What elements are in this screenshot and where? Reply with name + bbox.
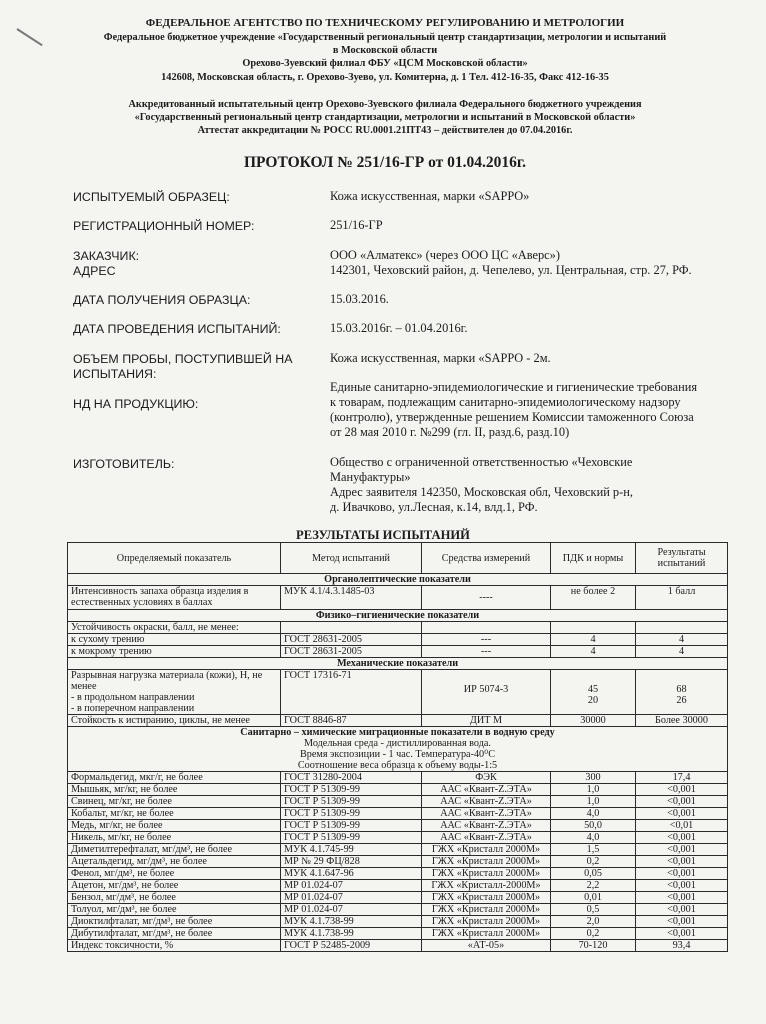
cell-result: <0,001	[636, 832, 728, 844]
branch-name: Орехово-Зуевский филиал ФБУ «ЦСМ Московской области»	[242, 58, 528, 69]
cell-result: 93,4	[636, 940, 728, 952]
cell-instrument: ААС «Квант-Z.ЭТА»	[422, 796, 551, 808]
cell-indicator: к сухому трению	[68, 634, 281, 646]
cell-indicator: Толуол, мг/дм³, не более	[68, 904, 281, 916]
header-method: Метод испытаний	[281, 543, 422, 574]
header-instruments: Средства измерений	[422, 543, 551, 574]
break-load-longitudinal: - в продольном направлении	[71, 692, 195, 703]
cell-method: МР 01.024-07	[281, 892, 422, 904]
cell-instrument: ГЖХ «Кристалл 2000М»	[422, 928, 551, 940]
institution-line-1: Федеральное бюджетное учреждение «Государственный региональный центр стандартизации, метрологии и испытаний	[103, 32, 667, 43]
cell-indicator: Ацетон, мг/дм³, не более	[68, 880, 281, 892]
cell-instrument: ААС «Квант-Z.ЭТА»	[422, 784, 551, 796]
cell-indicator	[68, 670, 281, 715]
cell-norm: 0,01	[551, 892, 636, 904]
cell-result	[636, 670, 728, 715]
cell-norm: 0,2	[551, 856, 636, 868]
table-row	[68, 832, 728, 844]
manufacturer-line-1: Общество с ограниченной ответственностью «Чеховские	[330, 455, 633, 469]
cell-norm: 4	[551, 634, 636, 646]
received-date-value: 15.03.2016.	[330, 292, 389, 306]
chem-rows	[68, 772, 728, 952]
cell-result: <0,001	[636, 796, 728, 808]
cell-indicator: Формальдегид, мкг/г, не более	[68, 772, 281, 784]
cell-instrument: ФЭК	[422, 772, 551, 784]
nd-value-line-2: к товарам, подлежащим санитарно-эпидемиологическому надзору	[330, 395, 681, 409]
table-row	[68, 940, 728, 952]
cell-result: 4	[636, 634, 728, 646]
cell-instrument: ---	[422, 634, 551, 646]
cell-norm	[551, 670, 636, 715]
table-row	[68, 856, 728, 868]
chem-section-title: Санитарно – химические миграционные показатели в водную среду	[240, 727, 555, 738]
cell-instrument: ---	[422, 646, 551, 658]
cell-instrument: «АТ-05»	[422, 940, 551, 952]
table-row	[68, 916, 728, 928]
cell-indicator: Интенсивность запаха образца изделия в естественных условиях в баллах	[68, 586, 281, 610]
cell-instrument: ГЖХ «Кристалл 2000М»	[422, 844, 551, 856]
section-row-mechanical: Механические показатели	[68, 658, 728, 670]
cell-method: ГОСТ 31280-2004	[281, 772, 422, 784]
cell-indicator: Диметилтерефталат, мг/дм³, не более	[68, 844, 281, 856]
cell-norm: 300	[551, 772, 636, 784]
sample-value: Кожа искусственная, марки «SAPPO»	[330, 189, 530, 203]
cell-method: ГОСТ Р 51309-99	[281, 784, 422, 796]
test-date-value: 15.03.2016г. – 01.04.2016г.	[330, 321, 468, 335]
cell-instrument: ГЖХ «Кристалл 2000М»	[422, 868, 551, 880]
result-transverse: 26	[676, 695, 687, 706]
accreditation-line-1: Аккредитованный испытательный центр Орехово-Зуевского филиала Федерального бюджетного учреждения	[128, 99, 642, 110]
cell-result: <0,001	[636, 928, 728, 940]
cell-method: МР 01.024-07	[281, 880, 422, 892]
table-row	[68, 634, 728, 646]
nd-label: НД НА ПРОДУКЦИЮ:	[73, 397, 199, 411]
table-row	[68, 820, 728, 832]
cell-instrument: ГЖХ «Кристалл 2000М»	[422, 892, 551, 904]
cell-result: <0,001	[636, 868, 728, 880]
cell-norm: 0,2	[551, 928, 636, 940]
cell-method: ГОСТ Р 51309-99	[281, 808, 422, 820]
cell-instrument: ----	[422, 586, 551, 610]
cell-instrument: ААС «Квант-Z.ЭТА»	[422, 832, 551, 844]
cell-instrument: ГЖХ «Кристалл 2000М»	[422, 904, 551, 916]
address-value: 142301, Чеховский район, д. Чепелево, ул. Центральная, стр. 27, РФ.	[330, 263, 692, 277]
cell-result: <0,001	[636, 904, 728, 916]
accreditation-line-2: «Государственный региональный центр стандартизации, метрологии и испытаний в Московской области»	[134, 112, 636, 123]
cell-indicator: Диоктилфталат, мг/дм³, не более	[68, 916, 281, 928]
cell-method: ГОСТ Р 51309-99	[281, 820, 422, 832]
cell-instrument: ГЖХ «Кристалл 2000М»	[422, 856, 551, 868]
cell-method: ГОСТ 8846-87	[281, 715, 422, 727]
reg-number-label: РЕГИСТРАЦИОННЫЙ НОМЕР:	[73, 219, 255, 233]
accreditation-line-3: Аттестат аккредитации № РОСС RU.0001.21ПТ43 – действителен до 07.04.2016г.	[197, 125, 573, 136]
cell-method: МУК 4.1/4.3.1485-03	[281, 586, 422, 610]
table-row	[68, 586, 728, 610]
manufacturer-label: ИЗГОТОВИТЕЛЬ:	[73, 457, 175, 471]
manufacturer-line-3: Адрес заявителя 142350, Московская обл, Чеховский р-н,	[330, 485, 633, 499]
received-date-label: ДАТА ПОЛУЧЕНИЯ ОБРАЗЦА:	[73, 293, 251, 307]
cell-instrument: ИР 5074-3	[422, 670, 551, 715]
section-row-physhyg: Физико–гигиенические показатели	[68, 610, 728, 622]
cell-method: ГОСТ Р 51309-99	[281, 796, 422, 808]
chem-note-medium: Модельная среда - дистиллированная вода.	[304, 738, 491, 749]
cell-method: ГОСТ 28631-2005	[281, 646, 422, 658]
header-indicator: Определяемый показатель	[68, 543, 281, 574]
table-row	[68, 715, 728, 727]
cell-method: МУК 4.1.745-99	[281, 844, 422, 856]
cell-indicator: Стойкость к истиранию, циклы, не менее	[68, 715, 281, 727]
header-results: Результаты испытаний	[636, 543, 728, 574]
cell-norm: 4,0	[551, 808, 636, 820]
nd-value-line-4: от 28 мая 2010 г. №299 (гл. II, разд.6, разд.10)	[330, 425, 570, 439]
table-row	[68, 808, 728, 820]
cell-norm: 30000	[551, 715, 636, 727]
pen-mark	[16, 28, 42, 46]
cell-result: 4	[636, 646, 728, 658]
table-row	[68, 880, 728, 892]
cell-indicator: Ацетальдегид, мг/дм³, не более	[68, 856, 281, 868]
cell-result: <0,001	[636, 784, 728, 796]
cell-indicator: Бензол, мг/дм³, не более	[68, 892, 281, 904]
cell-method: ГОСТ Р 52485-2009	[281, 940, 422, 952]
table-row	[68, 622, 728, 634]
cell-indicator: Медь, мг/кг, не более	[68, 820, 281, 832]
cell-instrument: ГЖХ «Кристалл 2000М»	[422, 916, 551, 928]
norm-transverse: 20	[587, 695, 599, 706]
cell-method: МР № 29 ФЦ/828	[281, 856, 422, 868]
cell-result: <0,001	[636, 892, 728, 904]
table-row	[68, 904, 728, 916]
cell-norm: 1,0	[551, 796, 636, 808]
result-longitudinal: 68	[676, 684, 687, 695]
volume-value: Кожа искусственная, марки «SAPPO - 2м.	[330, 351, 551, 365]
cell-result: 17,4	[636, 772, 728, 784]
section-row-chemical	[68, 727, 728, 772]
cell-norm: 70-120	[551, 940, 636, 952]
cell-method: МР 01.024-07	[281, 904, 422, 916]
cell-norm: 50,0	[551, 820, 636, 832]
sample-label: ИСПЫТУЕМЫЙ ОБРАЗЕЦ:	[73, 190, 230, 204]
cell-result: <0,001	[636, 844, 728, 856]
volume-label-2: ИСПЫТАНИЯ:	[73, 367, 157, 381]
cell-indicator: Фенол, мг/дм³, не более	[68, 868, 281, 880]
cell-indicator: Кобальт, мг/кг, не более	[68, 808, 281, 820]
cell-instrument: ААС «Квант-Z.ЭТА»	[422, 820, 551, 832]
cell-norm: 0,05	[551, 868, 636, 880]
table-row	[68, 772, 728, 784]
table-row	[68, 670, 728, 715]
cell-result: <0,001	[636, 916, 728, 928]
cell-norm: 2,2	[551, 880, 636, 892]
cell-norm: 1,5	[551, 844, 636, 856]
break-load-title: Разрывная нагрузка материала (кожи), Н, не менее	[71, 670, 263, 692]
cell-norm: 4,0	[551, 832, 636, 844]
nd-value-line-1: Единые санитарно-эпидемиологические и гигиенические требования	[330, 380, 698, 394]
break-load-transverse: - в поперечном направлении	[71, 703, 195, 714]
cell-result: <0,001	[636, 880, 728, 892]
institution-line-2: в Московской области	[332, 45, 438, 56]
cell-indicator: Свинец, мг/кг, не более	[68, 796, 281, 808]
cell-indicator: Мышьяк, мг/кг, не более	[68, 784, 281, 796]
table-row	[68, 796, 728, 808]
cell-method: МУК 4.1.647-96	[281, 868, 422, 880]
cell-method: МУК 4.1.738-99	[281, 928, 422, 940]
cell-indicator: Индекс токсичности, %	[68, 940, 281, 952]
cell-norm: 0,5	[551, 904, 636, 916]
cell-indicator: Никель, мг/кг, не более	[68, 832, 281, 844]
cell-result: Более 30000	[636, 715, 728, 727]
table-row	[68, 928, 728, 940]
volume-label-1: ОБЪЕМ ПРОБЫ, ПОСТУПИВШЕЙ НА	[73, 352, 293, 366]
test-date-label: ДАТА ПРОВЕДЕНИЯ ИСПЫТАНИЙ:	[73, 322, 281, 336]
cell-method: ГОСТ 28631-2005	[281, 634, 422, 646]
results-title: РЕЗУЛЬТАТЫ ИСПЫТАНИЙ	[296, 528, 470, 542]
cell-method: ГОСТ Р 51309-99	[281, 832, 422, 844]
chem-note-exposure: Время экспозиции - 1 час. Температура-40⁰С	[299, 749, 496, 760]
cell-method: ГОСТ 17316-71	[281, 670, 422, 715]
cell-result: 1 балл	[636, 586, 728, 610]
protocol-title: ПРОТОКОЛ № 251/16-ГР от 01.04.2016г.	[243, 154, 527, 171]
address-label: АДРЕС	[73, 264, 116, 278]
customer-label: ЗАКАЗЧИК:	[73, 249, 140, 263]
cell-norm: 1,0	[551, 784, 636, 796]
cell-instrument: ААС «Квант-Z.ЭТА»	[422, 808, 551, 820]
cell-method: МУК 4.1.738-99	[281, 916, 422, 928]
norm-longitudinal: 45	[587, 684, 599, 695]
cell-result: <0,01	[636, 820, 728, 832]
cell-norm: 2,0	[551, 916, 636, 928]
cell-instrument: ДИТ М	[422, 715, 551, 727]
table-row	[68, 784, 728, 796]
table-row	[68, 844, 728, 856]
chem-note-ratio: Соотношение веса образца к объему воды-1:5	[297, 760, 498, 771]
table-row	[68, 868, 728, 880]
cell-result: <0,001	[636, 808, 728, 820]
cell-instrument: ГЖХ «Кристалл-2000М»	[422, 880, 551, 892]
table-row	[68, 646, 728, 658]
branch-address: 142608, Московская область, г. Орехово-Зуево, ул. Комитерна, д. 1 Тел. 412-16-35, Факс 412-16-35	[161, 72, 609, 83]
table-header-row	[68, 543, 728, 574]
cell-indicator: Дибутилфталат, мг/дм³, не более	[68, 928, 281, 940]
cell-norm: не более 2	[551, 586, 636, 610]
manufacturer-line-4: д. Ивачково, ул.Лесная, к.14, влд.1, РФ.	[330, 500, 538, 514]
manufacturer-line-2: Мануфактуры»	[330, 470, 411, 484]
nd-value-line-3: (контролю), утвержденные решением Комиссии таможенного Союза	[330, 410, 694, 424]
cell-indicator: к мокрому трению	[68, 646, 281, 658]
table-row	[68, 892, 728, 904]
customer-value: ООО «Алматекс» (через ООО ЦС «Аверс»)	[330, 248, 561, 262]
results-table	[67, 542, 728, 952]
cell-indicator: Устойчивость окраски, балл, не менее:	[68, 622, 281, 634]
reg-number-value: 251/16-ГР	[330, 218, 383, 232]
agency-name: ФЕДЕРАЛЬНОЕ АГЕНТСТВО ПО ТЕХНИЧЕСКОМУ РЕГУЛИРОВАНИЮ И МЕТРОЛОГИИ	[145, 17, 625, 29]
section-row-organoleptic: Органолептические показатели	[68, 574, 728, 586]
header-norms: ПДК и нормы	[551, 543, 636, 574]
cell-norm: 4	[551, 646, 636, 658]
cell-result: <0,001	[636, 856, 728, 868]
